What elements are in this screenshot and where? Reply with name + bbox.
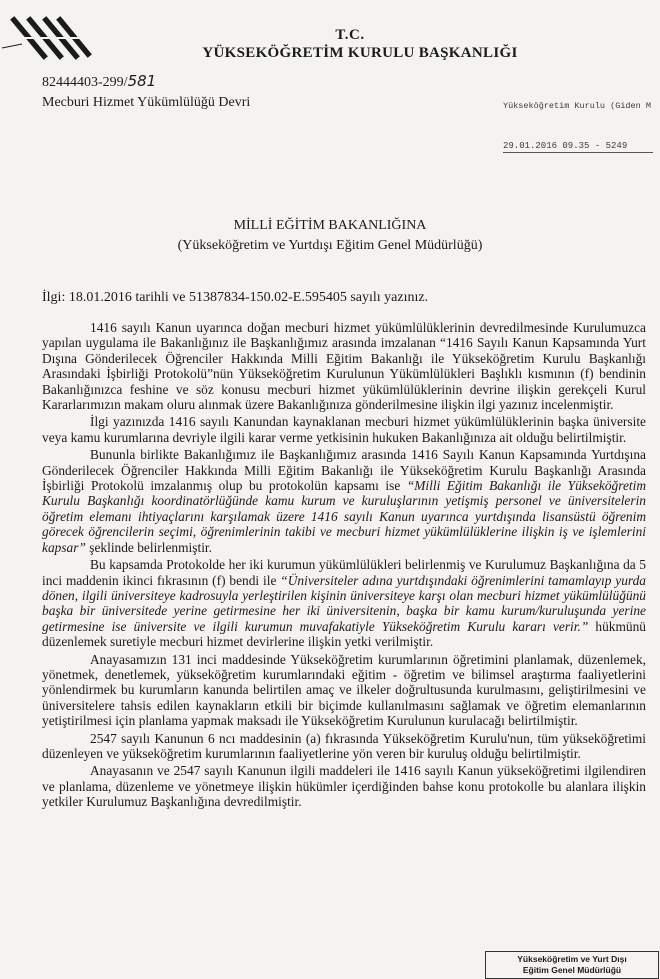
footer-stamp bbox=[485, 951, 659, 979]
paragraph-3-start: Bununla birlikte Bakanlığımız ile Başkanlığımız arasında 1416 Sayılı Kanun Kapsamında Yurtdışına Gönderilecek Öğrenciler Hakkında Milli Eğitim Bakanlığı ile Yükseköğretim Kurulu Başkanlığı Arasında İşbirliği Protokolü imzalanmış olup bu protokolün kapsamı ise bbox=[42, 447, 646, 494]
addressee-unit: (Yükseköğretim ve Yurtdışı Eğitim Genel Müdürlüğü) bbox=[177, 238, 483, 253]
handwritten-number: 581 bbox=[127, 72, 157, 90]
receipt-stamp-line1: Yükseköğretim Kurulu (Giden M bbox=[503, 101, 651, 111]
paragraph-4-start: Bu kapsamda Protokolde her iki kurumun yükümlülükleri belirlenmiş ve Kurulumuz Başkanlığına da 5 inci maddenin ikinci fıkrasının (f) bendi ile bbox=[42, 557, 646, 588]
letter-body bbox=[42, 320, 646, 812]
reference-ilgi: İlgi: 18.01.2016 tarihli ve 51387834-150.02-E.595405 sayılı yazınız. bbox=[42, 290, 429, 305]
reference-number-text: 82444403-299/ bbox=[42, 75, 128, 90]
addressee-name: MİLLİ EĞİTİM BAKANLIĞINA bbox=[233, 218, 427, 233]
paragraph-1: 1416 sayılı Kanun uyarınca doğan mecburi hizmet yükümlülüklerinin devredilmesinde Kurulumuzca yapılan uygulama ile Bakanlığınız ile Başkanlığımız arasında imzalanan “1416 Sayılı Kanun Kapsamında Yurt Dışına Gönderilecek Öğrenciler Hakkında Milli Eğitim Bakanlığı ile Yükseköğretim Kurulu Başkanlığı Arasındaki İşbirliği Protokolü”nün Yükseköğretim Kurulunun Yükümlülükleri Başlıklı kısmının (f) bendinin Bakanlığınızca feshine ve söz konusu mecburi hizmet yükümlülüklerinin devrine ilişkin gerekçeli Kurul Kararlarımızın makam oluru alınmak üzere Bakanlığınıza gönderilmesine ilişkin ilgi yazınız incelenmiştir. bbox=[42, 320, 646, 413]
paragraph-5: Anayasamızın 131 inci maddesinde Yükseköğretim kurumlarının öğretimini planlamak, düzenlemek, yönetmek, denetlemek, yükseköğretim kurumlarındaki eğitim - öğretim ve bilimsel araştırma faaliyetlerini yönlendirmek bu kurumların kanunda belirtilen amaç ve ilkeler doğrultusunda kurulmasını, geliştirilmesini ve üniversitelere tahsis edilen kaynakların etkili bir biçimde kullanılmasını sağlamak ve öğretim elemanlarının yetiştirilmesi için planlama yapmak maksadı ile Yükseköğretim Kurulunun kurulacağı belirtilmiştir. bbox=[42, 651, 646, 729]
paragraph-3-end: şeklinde belirlenmiştir. bbox=[85, 539, 212, 555]
paragraph-3-quote: “Milli Eğitim Bakanlığı ile Yükseköğretim Kurulu Başkanlığı koordinatörlüğünde kamu kurum ve kuruluşlarının yetişmiş personel ve üniversitelerin öğretim elemanı ihtiyaçlarını karşılamak üzere 1416 sayılı Kanun uyarınca yurtdışında lisansüstü öğrenim görecek öğrencilerin seçimi, öğrenimlerinin takibi ve mecburi hizmet yükümlülüklerine ilişkin iş ve işlemlerini kapsar” bbox=[42, 478, 647, 555]
receipt-stamp-rule bbox=[503, 152, 653, 153]
header-country: T.C. bbox=[335, 27, 365, 43]
reference-number bbox=[42, 72, 156, 91]
footer-stamp-line2: Eğitim Genel Müdürlüğü bbox=[522, 965, 622, 975]
footer-stamp-line1: Yükseköğretim ve Yurt Dışı bbox=[517, 954, 627, 964]
receipt-stamp-line2: 29.01.2016 09.35 - 5249 bbox=[503, 141, 628, 151]
paragraph-4 bbox=[42, 557, 646, 649]
paragraph-4-end: hükmünü düzenlemek suretiyle mecburi hizmet devirlerine ilişkin yetki verilmiştir. bbox=[42, 618, 646, 650]
header-institution: YÜKSEKÖĞRETİM KURULU BAŞKANLIĞI bbox=[202, 45, 518, 61]
paragraph-4-quote: “Üniversiteler adına yurtdışındaki öğrenimlerini tamamlayıp yurda dönen, ilgili üniversiteye kadrosuyla yerleştirilen kişinin üniversiteye karşı olan mecburi hizmet yükümlülüğünü başka bir üniversitede yerine getirmesine her iki üniversitenin, başka bir kamu kurum/kuruluşunda yerine getirmesine ise üniversite ve ilgili kurumun muvafakatiyle Yükseköğretim Kurulu kararı verir.” bbox=[42, 572, 646, 634]
paragraph-6: 2547 sayılı Kanunun 6 ncı maddesinin (a) fıkrasında Yükseköğretim Kurulu'nun, tüm yükseköğretimi düzenleyen ve yükseköğretim kurumlarının faaliyetlerine yön veren bir kuruluş olduğu belirtilmiştir. bbox=[42, 730, 646, 761]
paragraph-7: Anayasanın ve 2547 sayılı Kanunun ilgili maddeleri ile 1416 sayılı Kanun yükseköğretimi ilgilendiren ve planlama, düzenleme ve yönetmeye ilişkin hükümler içerdiğinden bahse konu protokolle bu alanlara ilişkin yetkiler Kurulumuz Başkanlığına devredilmiştir. bbox=[42, 763, 646, 810]
subject-line: Mecburi Hizmet Yükümlülüğü Devri bbox=[42, 95, 251, 110]
paragraph-3 bbox=[42, 447, 646, 555]
paragraph-2: İlgi yazınızda 1416 sayılı Kanundan kaynaklanan mecburi hizmet yükümlülüklerinin başka üniversite veya kamu kurumlarına devriyle ilgili karar verme yetkisinin hukuken Bakanlığınıza ait olduğu belirtilmiştir. bbox=[42, 414, 646, 445]
